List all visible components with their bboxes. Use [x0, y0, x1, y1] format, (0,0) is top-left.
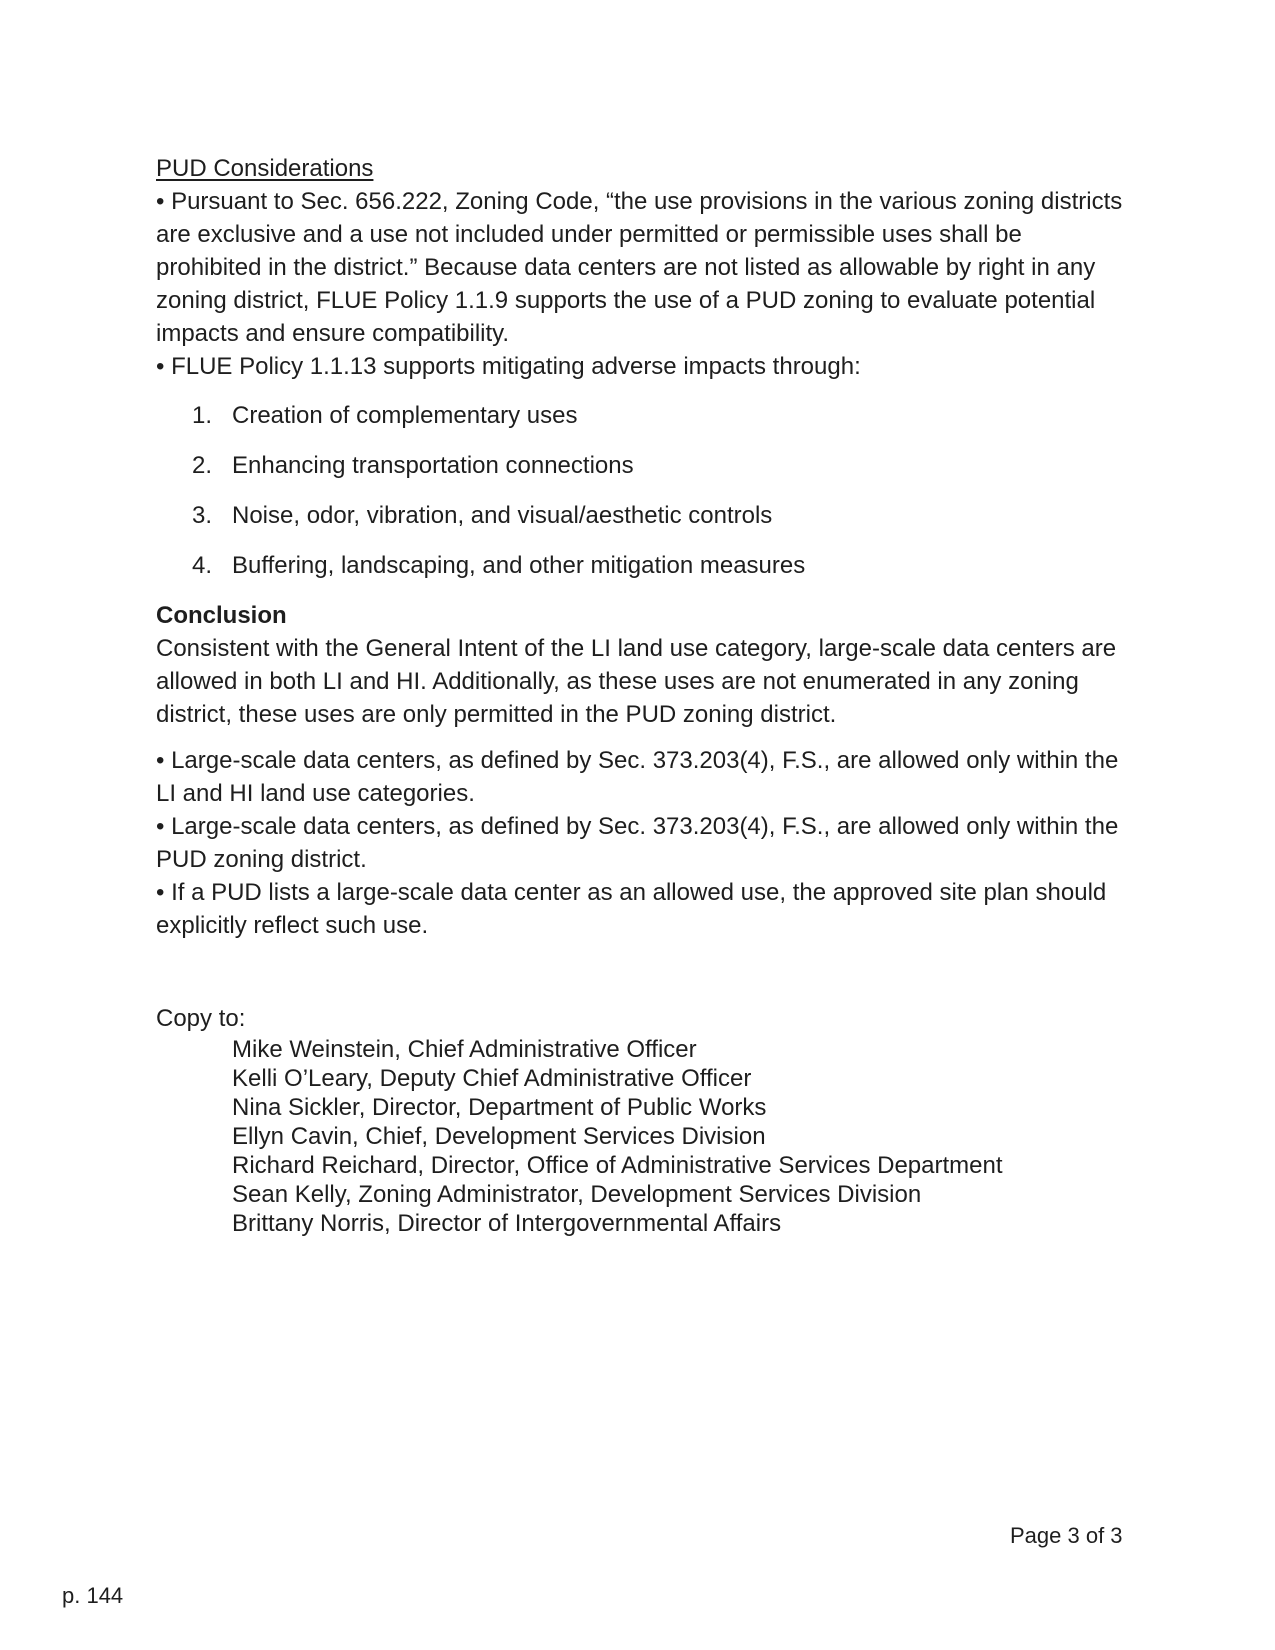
list-item: [192, 541, 1126, 591]
conclusion-paragraph: Consistent with the General Intent of the LI land use category, large-scale data centers are allowed in both LI and HI. Additionally, as these uses are not enumerated in any zoning district, these uses are only permitted in the PUD zoning district.: [156, 635, 1117, 728]
list-item-number: 3.: [192, 502, 213, 529]
copy-recipient: Brittany Norris, Director of Intergovernmental Affairs: [232, 1210, 782, 1237]
pud-bullet-flue-policy: • FLUE Policy 1.1.13 supports mitigating adverse impacts through:: [156, 353, 861, 380]
pud-bullet-zoning-code: • Pursuant to Sec. 656.222, Zoning Code, “the use provisions in the various zoning districts are exclusive and a use not included under permitted or permissible uses shall be prohibited in the district.” Because data centers are not listed as allowable by right in any zoning district, FLUE Policy 1.1.9 supports the use of a PUD zoning to evaluate potential impacts and ensure compatibility.: [156, 188, 1123, 347]
list-item-number: 4.: [192, 552, 213, 579]
spacer: [156, 942, 1126, 1002]
mitigation-list: [156, 391, 1126, 591]
pud-considerations-heading: PUD Considerations: [156, 155, 374, 182]
list-item-text: Enhancing transportation connections: [232, 452, 634, 479]
copy-recipient: Sean Kelly, Zoning Administrator, Development Services Division: [232, 1181, 922, 1208]
page-number: Page 3 of 3: [1010, 1523, 1123, 1548]
copy-recipient: Ellyn Cavin, Chief, Development Services Division: [232, 1123, 766, 1150]
list-item-number: 1.: [192, 402, 213, 429]
copy-recipient: Mike Weinstein, Chief Administrative Officer: [232, 1036, 697, 1063]
copy-recipient: Richard Reichard, Director, Office of Administrative Services Department: [232, 1152, 1003, 1179]
list-item-text: Noise, odor, vibration, and visual/aesthetic controls: [232, 502, 773, 529]
list-item: [192, 491, 1126, 541]
copy-recipient: Kelli O’Leary, Deputy Chief Administrative Officer: [232, 1065, 752, 1092]
document-page-label: p. 144: [62, 1583, 124, 1608]
copy-recipient: Nina Sickler, Director, Department of Public Works: [232, 1094, 767, 1121]
list-item-text: Buffering, landscaping, and other mitigation measures: [232, 552, 806, 579]
list-item: [192, 441, 1126, 491]
conclusion-heading: Conclusion: [156, 602, 287, 629]
conclusion-bullet-land-use: • Large-scale data centers, as defined by Sec. 373.203(4), F.S., are allowed only within the LI and HI land use categories.: [156, 747, 1119, 807]
copy-to-label: Copy to:: [156, 1005, 246, 1032]
spacer: [156, 731, 1126, 744]
conclusion-bullet-pud-district: • Large-scale data centers, as defined by Sec. 373.203(4), F.S., are allowed only within the PUD zoning district.: [156, 813, 1119, 873]
list-item-number: 2.: [192, 452, 213, 479]
copy-recipient-list: [232, 1035, 1126, 1238]
conclusion-bullet-site-plan: • If a PUD lists a large-scale data center as an allowed use, the approved site plan should explicitly reflect such use.: [156, 879, 1107, 939]
list-item: [192, 391, 1126, 441]
list-item-text: Creation of complementary uses: [232, 402, 578, 429]
document-body: [156, 152, 1126, 1238]
